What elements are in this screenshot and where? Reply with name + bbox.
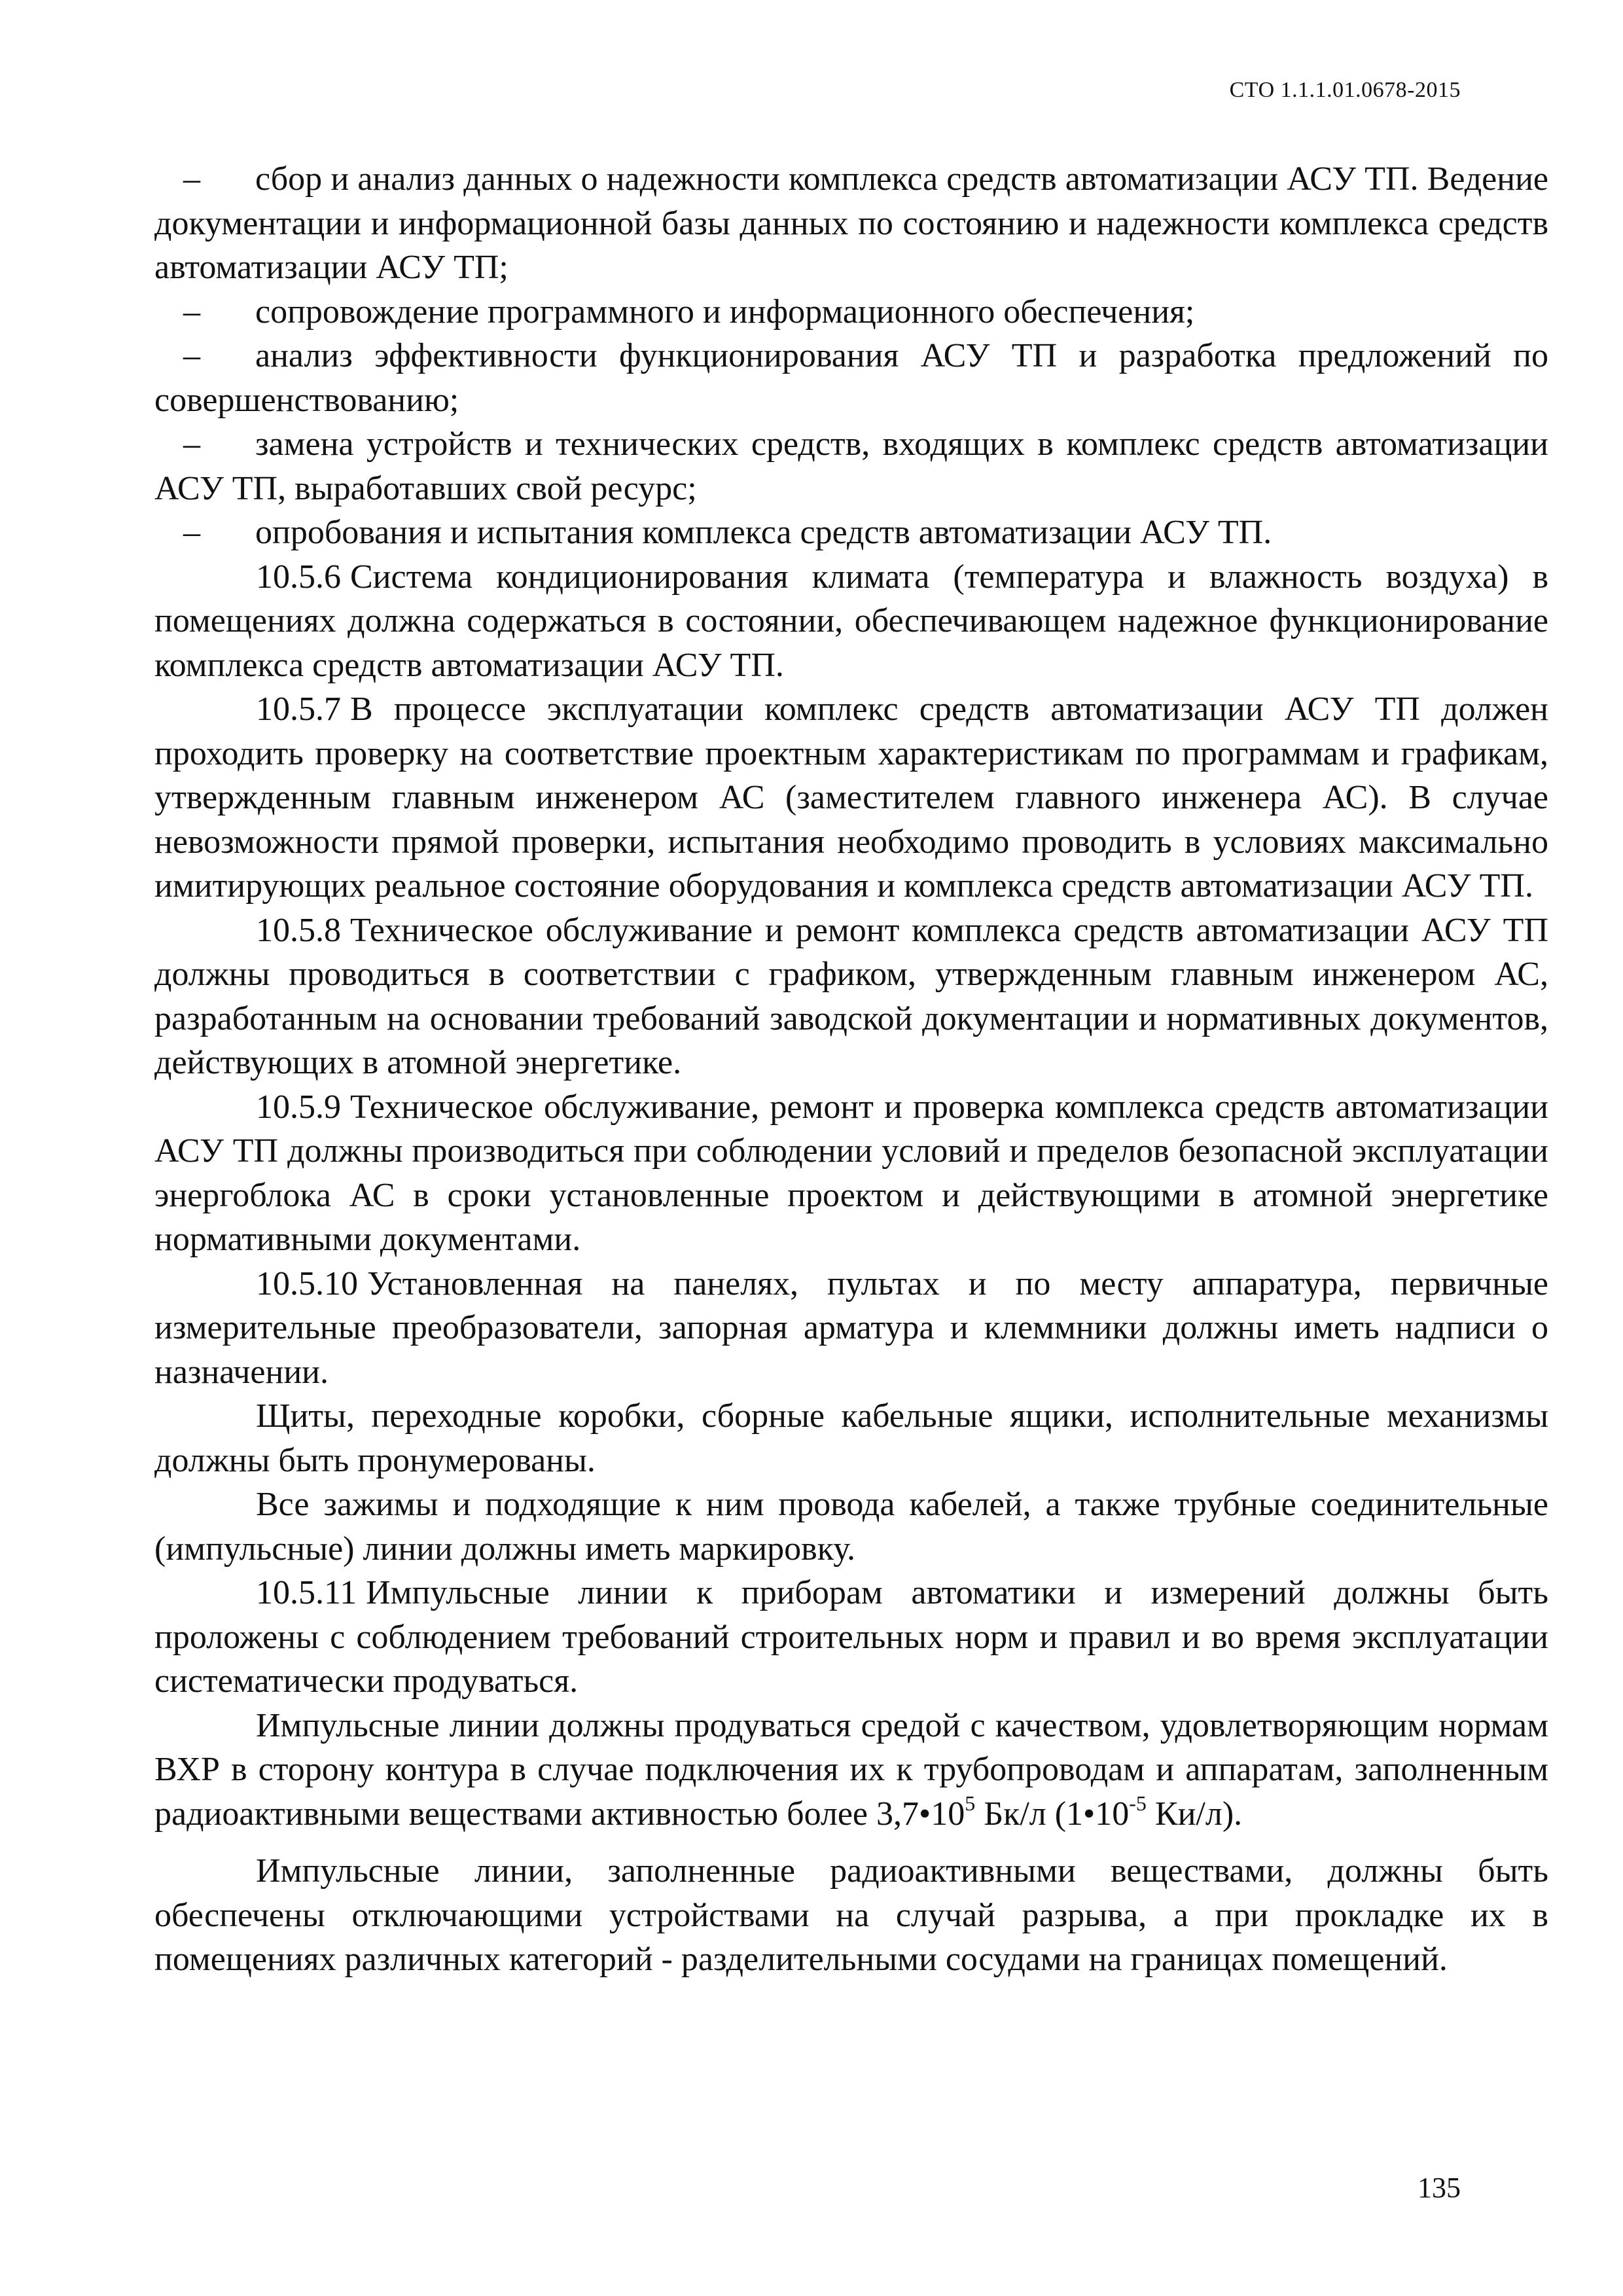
- clause-10-5-8: [154, 908, 1548, 1085]
- bullet-item: [154, 290, 1548, 334]
- paragraph-text: Все зажимы и подходящие к ним провода кабелей, а также трубные соединительные (импульсные) линии должны иметь маркировку.: [154, 1486, 1548, 1568]
- dash-marker: –: [183, 160, 200, 198]
- clause-10-5-11: [154, 1571, 1548, 1704]
- paragraph-text: Ки/л).: [1146, 1795, 1243, 1833]
- paragraph-text: Импульсные линии должны продуваться средой с качеством, удовлетворяющим нормам ВХР в сторону контура в случае подключения их к трубопроводам и аппаратам, заполненным радиоактивными веществами активностью более 3,7•10: [154, 1706, 1548, 1833]
- clause-text: Установленная на панелях, пультах и по месту аппаратура, первичные измерительные преобразователи, запорная арматура и клеммники должны иметь надписи о назначении.: [154, 1265, 1548, 1391]
- dash-marker: –: [183, 425, 200, 463]
- clause-10-5-6: [154, 555, 1548, 688]
- clause-10-5-10: [154, 1262, 1548, 1395]
- clause-text: В процессе эксплуатации комплекс средств автоматизации АСУ ТП должен проходить проверку на соответствие проектным характеристикам по программам и графикам, утвержденным главным инженером АС (заместителем главного инженера АС). В случае невозможности прямой проверки, испытания необходимо проводить в условиях максимально имитирующих реальное состояние оборудования и комплекса средств автоматизации АСУ ТП.: [154, 691, 1548, 905]
- paragraph-text: Бк/л (1•10: [975, 1795, 1130, 1833]
- activity-paragraph: [154, 1704, 1548, 1837]
- bullet-text: сбор и анализ данных о надежности комплекса средств автоматизации АСУ ТП. Ведение документации и информационной базы данных по состоянию и надежности комплекса средств автоматизации АСУ ТП;: [154, 160, 1548, 286]
- dash-marker: –: [183, 337, 200, 374]
- bullet-item: [154, 334, 1548, 422]
- clause-text: Система кондиционирования климата (температура и влажность воздуха) в помещениях должна содержаться в состоянии, обеспечивающем надежное функционирование комплекса средств автоматизации АСУ ТП.: [154, 558, 1548, 684]
- document-code: СТО 1.1.1.01.0678-2015: [1229, 78, 1461, 102]
- superscript: -5: [1129, 1791, 1147, 1815]
- bullet-text: анализ эффективности функционирования АСУ ТП и разработка предложений по совершенствованию;: [154, 337, 1548, 419]
- paragraph: [154, 1482, 1548, 1571]
- bullet-item: [154, 157, 1548, 290]
- paragraph-text: Щиты, переходные коробки, сборные кабельные ящики, исполнительные механизмы должны быть пронумерованы.: [154, 1397, 1548, 1479]
- paragraph: [154, 1849, 1548, 1982]
- clause-10-5-7: [154, 687, 1548, 908]
- clause-number: 10.5.9: [256, 1088, 341, 1126]
- dash-marker: –: [183, 293, 200, 331]
- paragraph: [154, 1394, 1548, 1482]
- clause-10-5-9: [154, 1085, 1548, 1262]
- bullet-item: [154, 511, 1548, 555]
- page-number: 135: [1418, 2172, 1461, 2204]
- clause-number: 10.5.10: [256, 1265, 358, 1302]
- dash-marker: –: [183, 514, 200, 551]
- clause-text: Импульсные линии к приборам автоматики и измерений должны быть проложены с соблюдением требований строительных норм и правил и во время эксплуатации систематически продуваться.: [154, 1574, 1548, 1700]
- clause-number: 10.5.11: [256, 1574, 357, 1611]
- clause-number: 10.5.7: [256, 691, 341, 728]
- document-body: [154, 157, 1548, 1982]
- superscript: 5: [965, 1791, 976, 1815]
- bullet-item: [154, 422, 1548, 511]
- clause-number: 10.5.6: [256, 558, 341, 596]
- clause-text: Техническое обслуживание и ремонт комплекса средств автоматизации АСУ ТП должны проводиться в соответствии с графиком, утвержденным главным инженером АС, разработанным на основании требований заводской документации и нормативных документов, действующих в атомной энергетике.: [154, 911, 1548, 1081]
- clause-number: 10.5.8: [256, 911, 341, 949]
- clause-text: Техническое обслуживание, ремонт и проверка комплекса средств автоматизации АСУ ТП должны производиться при соблюдении условий и пределов безопасной эксплуатации энергоблока АС в сроки установленные проектом и действующими в атомной энергетике нормативными документами.: [154, 1088, 1548, 1258]
- bullet-text: сопровождение программного и информационного обеспечения;: [255, 293, 1195, 331]
- bullet-text: опробования и испытания комплекса средств автоматизации АСУ ТП.: [255, 514, 1272, 551]
- bullet-text: замена устройств и технических средств, входящих в комплекс средств автоматизации АСУ ТП, выработавших свой ресурс;: [154, 425, 1548, 507]
- paragraph-text: Импульсные линии, заполненные радиоактивными веществами, должны быть обеспечены отключающими устройствами на случай разрыва, а при прокладке их в помещениях различных категорий - разделительными сосудами на границах помещений.: [154, 1852, 1548, 1978]
